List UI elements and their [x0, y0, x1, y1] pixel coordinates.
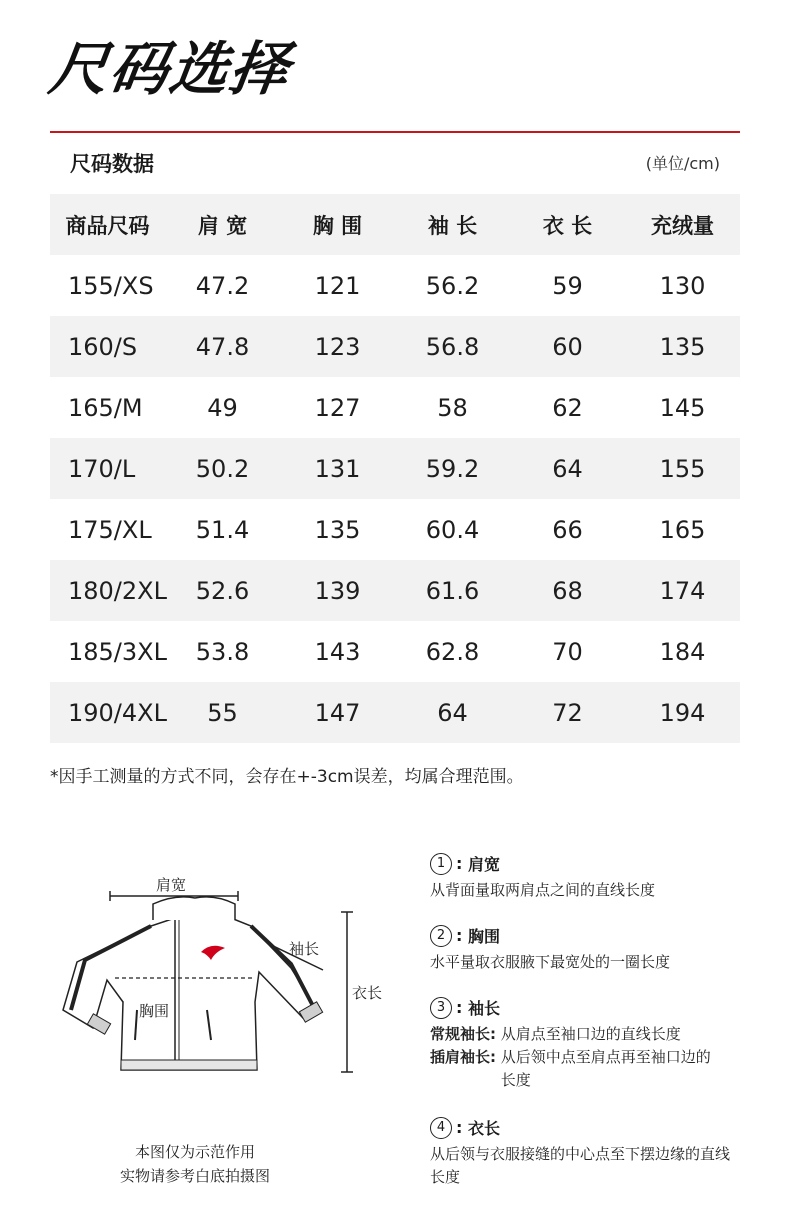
cell-length: 68 — [510, 560, 625, 621]
cell-shoulder: 53.8 — [195, 637, 250, 666]
cell-shoulder: 50.2 — [165, 438, 280, 499]
unit-label: (单位/cm) — [645, 154, 720, 173]
shoulder-label: 肩宽 — [156, 876, 187, 894]
cell-length: 70 — [552, 637, 583, 666]
cell-size: 175/XL — [68, 515, 152, 544]
cell-fill: 174 — [625, 560, 740, 621]
size-table — [50, 194, 740, 743]
cell-length: 72 — [510, 682, 625, 743]
legend-desc: 水平量取衣服腋下最宽处的一圈长度 — [430, 953, 671, 971]
legend-sleeve: 3 : 袖长 常规袖长: 从肩点至袖口边的直线长度 插肩袖长: 从后领中点至肩点再至袖口边的长度 — [430, 996, 750, 1092]
cell-size: 190/4XL — [50, 682, 165, 743]
legend-title: 袖长 — [467, 999, 500, 1018]
legend-desc — [430, 1023, 750, 1092]
table-row — [50, 316, 740, 377]
cell-shoulder: 51.4 — [195, 515, 250, 544]
col-header-length: 衣 长 — [510, 194, 625, 255]
cell-size: 160/S — [50, 316, 165, 377]
cell-chest: 143 — [314, 637, 361, 666]
caption-line-1: 本图仅为示范作用 — [134, 1143, 255, 1161]
legend-length: 4 : 衣长 从后领与衣服接缝的中心点至下摆边缘的直线长度 — [430, 1116, 750, 1189]
caption-line-2: 实物请参考白底拍摄图 — [119, 1167, 270, 1185]
cell-fill: 155 — [625, 438, 740, 499]
raglan-sleeve-desc: 从后领中点至肩点再至袖口边的长度 — [500, 1048, 711, 1089]
legend-desc: 从背面量取两肩点之间的直线长度 — [430, 881, 656, 899]
diagram-caption — [90, 1140, 300, 1188]
cell-size: 170/L — [50, 438, 165, 499]
cell-length: 64 — [510, 438, 625, 499]
cell-chest: 127 — [314, 393, 361, 422]
cell-sleeve: 61.6 — [395, 560, 510, 621]
jacket-diagram — [55, 860, 395, 1100]
page-title: 尺码选择 — [45, 35, 295, 103]
cell-chest: 139 — [280, 560, 395, 621]
cell-sleeve: 62.8 — [425, 637, 480, 666]
col-header-shoulder: 肩 宽 — [165, 194, 280, 255]
number-badge: 4 — [430, 1117, 452, 1139]
legend-title: 肩宽 — [467, 855, 500, 874]
cell-shoulder: 55 — [165, 682, 280, 743]
cell-length: 59 — [552, 271, 583, 300]
cell-size: 165/M — [68, 393, 143, 422]
table-row — [50, 438, 740, 499]
legend-title: 衣长 — [467, 1119, 500, 1138]
legend-shoulder: 1 : 肩宽 从背面量取两肩点之间的直线长度 — [430, 852, 750, 902]
cell-shoulder: 47.2 — [195, 271, 250, 300]
cell-fill: 184 — [659, 637, 706, 666]
cell-chest: 123 — [280, 316, 395, 377]
regular-sleeve-desc: 从肩点至袖口边的直线长度 — [500, 1025, 681, 1043]
legend-title: 胸围 — [467, 927, 500, 946]
cell-shoulder: 47.8 — [165, 316, 280, 377]
cell-sleeve: 64 — [395, 682, 510, 743]
legend-desc: 从后领与衣服接缝的中心点至下摆边缘的直线长度 — [430, 1145, 731, 1186]
cell-chest: 147 — [280, 682, 395, 743]
cell-size: 185/3XL — [68, 637, 167, 666]
cell-sleeve: 59.2 — [395, 438, 510, 499]
col-header-fill: 充绒量 — [625, 194, 740, 255]
red-divider — [50, 131, 740, 133]
cell-shoulder: 52.6 — [165, 560, 280, 621]
number-badge: 2 — [430, 925, 452, 947]
cell-fill: 145 — [659, 393, 706, 422]
cell-fill: 130 — [659, 271, 706, 300]
cell-length: 60 — [510, 316, 625, 377]
jacket-illustration — [55, 860, 395, 1100]
length-label: 衣长 — [352, 984, 383, 1002]
section-title: 尺码数据 — [70, 152, 154, 176]
table-row — [50, 499, 740, 560]
col-header-size: 商品尺码 — [50, 194, 165, 255]
measurement-note: *因手工测量的方式不同，会存在+-3cm误差，均属合理范围。 — [50, 767, 524, 787]
chest-label: 胸围 — [139, 1002, 170, 1020]
regular-sleeve-key: 常规袖长: — [430, 1025, 496, 1043]
sleeve-label: 袖长 — [289, 940, 320, 958]
table-row — [50, 560, 740, 621]
cell-size: 180/2XL — [50, 560, 165, 621]
raglan-sleeve-key: 插肩袖长: — [430, 1048, 496, 1066]
table-row — [50, 255, 740, 316]
cell-chest: 131 — [280, 438, 395, 499]
cell-length: 62 — [552, 393, 583, 422]
table-row — [50, 621, 740, 682]
cell-chest: 121 — [314, 271, 361, 300]
cell-length: 66 — [552, 515, 583, 544]
col-header-chest: 胸 围 — [280, 194, 395, 255]
table-row — [50, 682, 740, 743]
cell-sleeve: 56.8 — [395, 316, 510, 377]
table-row — [50, 377, 740, 438]
cell-sleeve: 58 — [437, 393, 468, 422]
cell-size: 155/XS — [68, 271, 154, 300]
number-badge: 3 — [430, 997, 452, 1019]
cell-fill: 194 — [625, 682, 740, 743]
cell-chest: 135 — [314, 515, 361, 544]
legend-chest: 2 : 胸围 水平量取衣服腋下最宽处的一圈长度 — [430, 924, 750, 974]
number-badge: 1 — [430, 853, 452, 875]
cell-shoulder: 49 — [207, 393, 238, 422]
table-header-row — [50, 194, 740, 255]
cell-fill: 165 — [659, 515, 706, 544]
cell-sleeve: 56.2 — [425, 271, 480, 300]
cell-fill: 135 — [625, 316, 740, 377]
cell-sleeve: 60.4 — [425, 515, 480, 544]
col-header-sleeve: 袖 长 — [395, 194, 510, 255]
